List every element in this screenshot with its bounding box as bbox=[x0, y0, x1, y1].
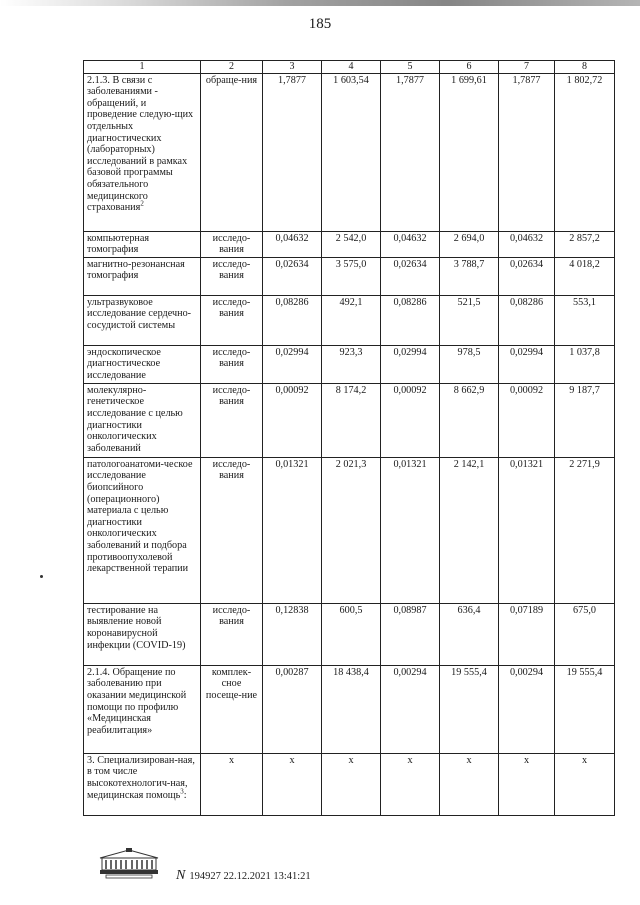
cell-value: 0,00294 bbox=[499, 665, 555, 753]
cell-value: 1 037,8 bbox=[555, 345, 615, 383]
cell-value: 8 662,9 bbox=[440, 383, 499, 457]
cell-value: 2 857,2 bbox=[555, 231, 615, 257]
table-row bbox=[84, 457, 615, 603]
table-row bbox=[84, 383, 615, 457]
row-label-text: магнитно-резонансная томография bbox=[87, 258, 185, 282]
cell-value: 4 018,2 bbox=[555, 257, 615, 295]
scan-top-edge bbox=[0, 0, 640, 6]
column-header-2: 2 bbox=[201, 61, 263, 74]
row-unit: исследо-вания bbox=[201, 257, 263, 295]
header-row bbox=[84, 61, 615, 74]
column-header-3: 3 bbox=[263, 61, 322, 74]
cell-value: 8 174,2 bbox=[322, 383, 381, 457]
row-label bbox=[84, 345, 201, 383]
registration-stamp bbox=[176, 868, 311, 884]
row-label bbox=[84, 295, 201, 345]
row-label-text: молекулярно-генетическое исследование с целью диагностики онкологических заболеваний bbox=[87, 384, 183, 454]
cell-value: 0,04632 bbox=[263, 231, 322, 257]
cell-not-applicable: х bbox=[322, 753, 381, 815]
row-label-text: 2.1.3. В связи с заболеваниями - обращений, и проведение следую-щих отдельных диагностических (лабораторных) исследований в рамках базовой программы обязательного медицинского страхования bbox=[87, 74, 194, 214]
column-header-5: 5 bbox=[381, 61, 440, 74]
cell-value: 2 271,9 bbox=[555, 457, 615, 603]
row-unit: исследо-вания bbox=[201, 345, 263, 383]
cell-value: 0,00092 bbox=[263, 383, 322, 457]
row-label bbox=[84, 753, 201, 815]
cell-value: 0,00294 bbox=[381, 665, 440, 753]
row-label-text: ультразвуковое исследование сердечно-сосудистой системы bbox=[87, 296, 192, 331]
cell-value: 553,1 bbox=[555, 295, 615, 345]
row-unit: комплек-сное посеще-ние bbox=[201, 665, 263, 753]
cell-value: 1 699,61 bbox=[440, 73, 499, 231]
page-number: 185 bbox=[308, 16, 332, 32]
cell-value: 492,1 bbox=[322, 295, 381, 345]
cell-value: 2 142,1 bbox=[440, 457, 499, 603]
cell-value: 0,12838 bbox=[263, 603, 322, 665]
cell-value: 521,5 bbox=[440, 295, 499, 345]
cell-value: 0,02994 bbox=[381, 345, 440, 383]
scan-speck bbox=[40, 575, 43, 578]
cell-value: 2 694,0 bbox=[440, 231, 499, 257]
footnote-ref: 2 bbox=[140, 199, 144, 208]
table-row bbox=[84, 345, 615, 383]
cell-value: 2 542,0 bbox=[322, 231, 381, 257]
cell-not-applicable: х bbox=[499, 753, 555, 815]
table-row bbox=[84, 257, 615, 295]
cell-value: 0,01321 bbox=[499, 457, 555, 603]
cell-value: 0,08286 bbox=[499, 295, 555, 345]
cell-value: 0,08286 bbox=[263, 295, 322, 345]
row-label bbox=[84, 603, 201, 665]
table-row bbox=[84, 231, 615, 257]
cell-value: 19 555,4 bbox=[440, 665, 499, 753]
row-unit: исследо-вания bbox=[201, 457, 263, 603]
cell-value: 0,02994 bbox=[263, 345, 322, 383]
row-label-suffix: : bbox=[183, 789, 187, 801]
cell-value: 978,5 bbox=[440, 345, 499, 383]
table-row bbox=[84, 665, 615, 753]
row-label bbox=[84, 231, 201, 257]
row-label-text: тестирование на выявление новой коронавирусной инфекции (COVID-19) bbox=[87, 604, 186, 651]
row-label-text: эндоскопическое диагностическое исследование bbox=[87, 346, 161, 381]
cell-value: 9 187,7 bbox=[555, 383, 615, 457]
row-unit: исследо-вания bbox=[201, 603, 263, 665]
cell-not-applicable: х bbox=[381, 753, 440, 815]
cell-value: 0,04632 bbox=[381, 231, 440, 257]
row-label-text: 3. Специализирован-ная, в том числе высокотехнологич-ная, медицинская помощь bbox=[87, 754, 195, 801]
cell-not-applicable: х bbox=[440, 753, 499, 815]
cell-value: 0,00092 bbox=[381, 383, 440, 457]
cell-value: 1 603,54 bbox=[322, 73, 381, 231]
cell-value: 0,01321 bbox=[381, 457, 440, 603]
cell-value: 1,7877 bbox=[263, 73, 322, 231]
row-label-text: патологоанатоми-ческое исследование биопсийного (операционного) материала с целью диагностики онкологических заболеваний и подбора противоопухолевой лекарственной терапии bbox=[87, 458, 193, 575]
column-header-8: 8 bbox=[555, 61, 615, 74]
cell-value: 3 575,0 bbox=[322, 257, 381, 295]
row-label bbox=[84, 665, 201, 753]
cell-not-applicable: х bbox=[555, 753, 615, 815]
cell-value: 0,00287 bbox=[263, 665, 322, 753]
footer bbox=[0, 840, 640, 900]
stamp-mark: N bbox=[176, 868, 186, 883]
cell-value: 2 021,3 bbox=[322, 457, 381, 603]
cell-value: 0,08286 bbox=[381, 295, 440, 345]
cell-value: 3 788,7 bbox=[440, 257, 499, 295]
cell-value: 636,4 bbox=[440, 603, 499, 665]
column-header-4: 4 bbox=[322, 61, 381, 74]
cell-value: 0,08987 bbox=[381, 603, 440, 665]
cell-value: 18 438,4 bbox=[322, 665, 381, 753]
cell-value: 19 555,4 bbox=[555, 665, 615, 753]
table-row bbox=[84, 73, 615, 231]
cell-value: 0,01321 bbox=[263, 457, 322, 603]
cell-value: 1,7877 bbox=[381, 73, 440, 231]
table-row bbox=[84, 603, 615, 665]
row-unit: исследо-вания bbox=[201, 295, 263, 345]
column-header-7: 7 bbox=[499, 61, 555, 74]
cell-value: 675,0 bbox=[555, 603, 615, 665]
row-label-text: 2.1.4. Обращение по заболеванию при оказании медицинской помощи по профилю «Медицинская реабилитация» bbox=[87, 666, 187, 736]
cell-not-applicable: х bbox=[201, 753, 263, 815]
row-unit: исследо-вания bbox=[201, 231, 263, 257]
cell-value: 0,02634 bbox=[499, 257, 555, 295]
cell-value: 0,02634 bbox=[381, 257, 440, 295]
cell-value: 0,00092 bbox=[499, 383, 555, 457]
row-label bbox=[84, 257, 201, 295]
row-label bbox=[84, 383, 201, 457]
cell-value: 600,5 bbox=[322, 603, 381, 665]
cell-value: 0,07189 bbox=[499, 603, 555, 665]
building-seal-icon bbox=[96, 848, 162, 880]
table-row bbox=[84, 753, 615, 815]
column-header-1: 1 bbox=[84, 61, 201, 74]
footnote-ref: 3 bbox=[180, 787, 184, 796]
cell-value: 0,02994 bbox=[499, 345, 555, 383]
cell-value: 1,7877 bbox=[499, 73, 555, 231]
cell-value: 0,04632 bbox=[499, 231, 555, 257]
row-unit: исследо-вания bbox=[201, 383, 263, 457]
column-header-6: 6 bbox=[440, 61, 499, 74]
stamp-number-date: 194927 22.12.2021 13:41:21 bbox=[189, 871, 311, 882]
row-unit: обраще-ния bbox=[201, 73, 263, 231]
table-row bbox=[84, 295, 615, 345]
row-label bbox=[84, 457, 201, 603]
row-label bbox=[84, 73, 201, 231]
cell-value: 1 802,72 bbox=[555, 73, 615, 231]
cell-value: 923,3 bbox=[322, 345, 381, 383]
tariff-table bbox=[83, 60, 615, 816]
cell-not-applicable: х bbox=[263, 753, 322, 815]
cell-value: 0,02634 bbox=[263, 257, 322, 295]
row-label-text: компьютерная томография bbox=[87, 232, 150, 256]
